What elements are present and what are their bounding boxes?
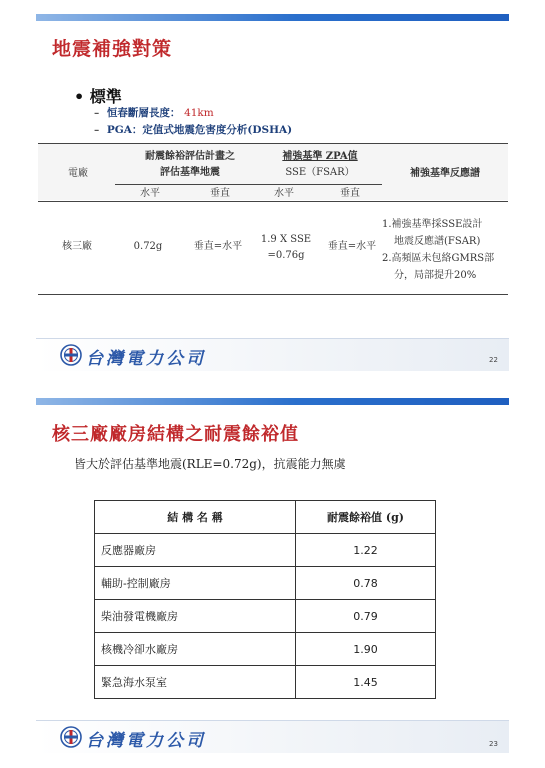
slide1-title: 地震補強對策 [52,38,173,60]
row-plant: 核三廠 [62,241,92,252]
table-row [95,600,436,633]
margin-value: 0.78 [296,567,436,600]
subheader-vertical-2: 垂直 [340,188,360,199]
structure-name: 輔助-控制廠房 [95,567,296,600]
header-spectrum: 補強基準反應譜 [410,168,480,179]
subheader-horizontal-2: 水平 [274,188,294,199]
header-mid-rule [115,184,382,185]
margin-value: 1.45 [296,666,436,699]
table-row [95,633,436,666]
slide2-intro-text: 皆大於評估基準地震(RLE=0.72g)，抗震能力無虞 [74,457,346,471]
header-retrofit-line2: SSE（FSAR） [285,167,355,178]
structure-name: 柴油發電機廠房 [95,600,296,633]
slide2-margin-table [94,500,436,699]
slide2-title: 核三廠廠房結構之耐震餘裕值 [52,424,299,445]
subheader-horizontal-1: 水平 [140,188,160,199]
structure-name: 反應器廠房 [95,534,296,567]
table-top-rule [38,143,508,144]
slide2-company-name: 台灣電力公司 [86,731,206,751]
table-row [95,567,436,600]
slide1-company-name: 台灣電力公司 [86,349,206,369]
row-horizontal-2-line1: 1.9 X SSE [260,234,312,245]
header-margin-value: 耐震餘裕值 (g) [296,501,436,534]
header-margin-line1: 耐震餘裕評估計畫之 [145,151,235,162]
table-row [95,666,436,699]
note-line1: 1.補強基準採SSE設計 [382,219,483,230]
dash-marker: – [94,107,100,119]
header-retrofit-line1: 補強基準 ZPA值 [282,151,358,162]
header-margin-line2: 評估基準地震 [160,167,220,178]
table-header-row [95,501,436,534]
fault-length-label: 恒春斷層長度： [106,107,181,119]
header-bottom-rule [38,201,508,202]
note-line3: 2.高頻區未包絡GMRS部 [382,253,495,264]
row-horizontal-1: 0.72g [133,241,163,252]
table-row [95,534,436,567]
note-line4: 分，局部提升20% [394,270,477,281]
margin-value: 0.79 [296,600,436,633]
header-plant: 電廠 [68,168,88,179]
dash-marker: – [94,124,100,136]
slide1-page-number: 22 [489,356,498,364]
note-line2: 地震反應譜(FSAR) [394,236,481,247]
slide2-top-bar [36,398,509,405]
structure-name: 核機冷卻水廠房 [95,633,296,666]
taipower-logo-icon [60,344,82,366]
margin-value: 1.22 [296,534,436,567]
row-vertical-1: 垂直=水平 [193,241,243,252]
structure-name: 緊急海水泵室 [95,666,296,699]
taipower-logo-icon [60,726,82,748]
slide1-subpoint-pga [94,122,292,137]
slide2-page-number: 23 [489,740,498,748]
row-horizontal-2-line2: =0.76g [267,250,305,261]
margin-value: 1.90 [296,633,436,666]
slide1-top-bar [36,14,509,21]
row-vertical-2: 垂直=水平 [327,241,377,252]
slide1-subpoint-fault-length [94,105,214,120]
header-structure-name: 結 構 名 稱 [95,501,296,534]
fault-length-value: 41km [184,107,214,119]
pga-label: PGA：定值式地震危害度分析(DSHA) [106,124,293,136]
slide1-bullet-heading: • 標準 [74,87,122,106]
table-bottom-rule [38,294,508,295]
subheader-vertical-1: 垂直 [210,188,230,199]
